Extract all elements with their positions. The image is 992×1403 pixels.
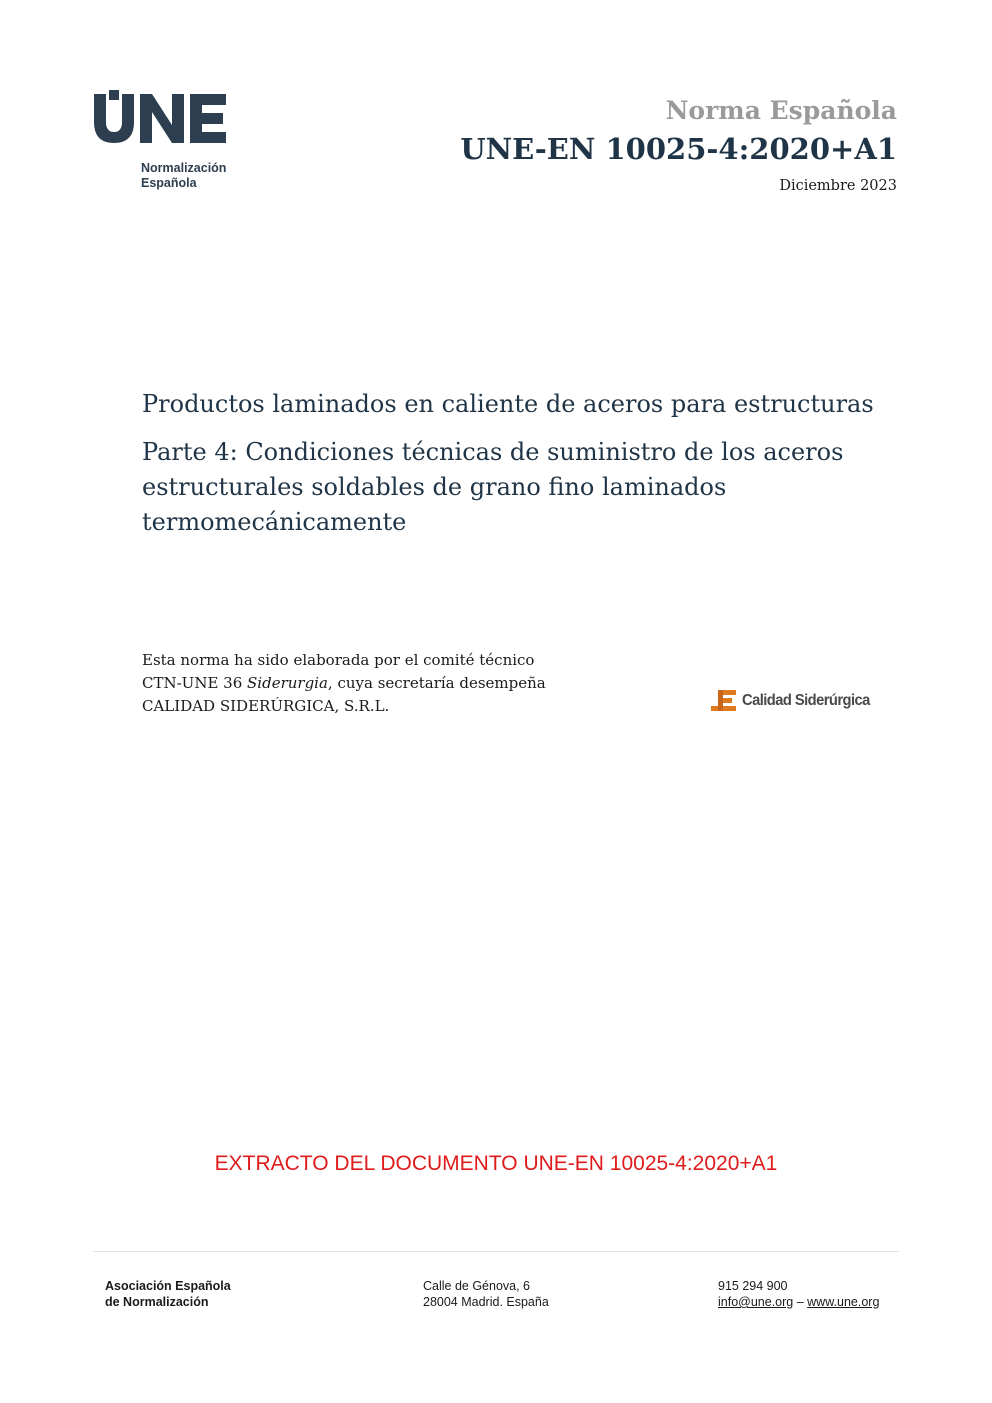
- main-title: Productos laminados en caliente de aceros para estructuras: [142, 390, 874, 418]
- calidad-siderurgica-logo-text: Calidad Siderúrgica: [742, 692, 870, 709]
- logo-subtitle: [141, 161, 226, 191]
- footer-organization: [105, 1278, 231, 1310]
- footer-divider: [93, 1251, 899, 1252]
- document-code: UNE-EN 10025-4:2020+A1: [460, 132, 897, 166]
- email-link[interactable]: info@une.org: [718, 1295, 794, 1309]
- footer-address-line2: 28004 Madrid. España: [423, 1295, 549, 1309]
- footer-contact: [718, 1278, 879, 1310]
- committee-line2-suffix: , cuya secretaría desempeña: [327, 674, 546, 692]
- footer-address-line1: Calle de Génova, 6: [423, 1279, 531, 1293]
- logo-subtitle-line2: Española: [141, 176, 197, 190]
- committee-name: Siderurgia: [247, 674, 328, 692]
- part-title: Parte 4: Condiciones técnicas de suministro de los aceros estructurales soldables de grano fino laminados termomecánicamente: [142, 438, 844, 536]
- logo-subtitle-line1: Normalización: [141, 161, 227, 175]
- calidad-siderurgica-logo: [710, 686, 881, 716]
- footer-org-line2: de Normalización: [105, 1295, 209, 1309]
- footer-org-line1: Asociación Española: [105, 1279, 231, 1293]
- committee-line3: CALIDAD SIDERÚRGICA, S.R.L.: [142, 697, 390, 715]
- une-logo-mark: [92, 88, 232, 148]
- norma-label: Norma Española: [665, 96, 897, 125]
- extract-notice: EXTRACTO DEL DOCUMENTO UNE-EN 10025-4:2020+A1: [214, 1152, 778, 1175]
- title-block: [142, 387, 902, 540]
- calidad-siderurgica-mark-icon: [710, 689, 738, 713]
- committee-line1: Esta norma ha sido elaborada por el comité técnico: [142, 651, 535, 669]
- committee-line2: [142, 672, 622, 695]
- footer-address: [423, 1278, 549, 1310]
- footer-phone: 915 294 900: [718, 1279, 788, 1293]
- footer-links: [718, 1294, 879, 1310]
- footer-link-separator: –: [793, 1295, 808, 1309]
- committee-line2-prefix: CTN-UNE 36: [142, 674, 248, 692]
- committee-statement: [142, 649, 622, 718]
- website-link[interactable]: www.une.org: [807, 1295, 880, 1309]
- document-date: Diciembre 2023: [779, 178, 897, 194]
